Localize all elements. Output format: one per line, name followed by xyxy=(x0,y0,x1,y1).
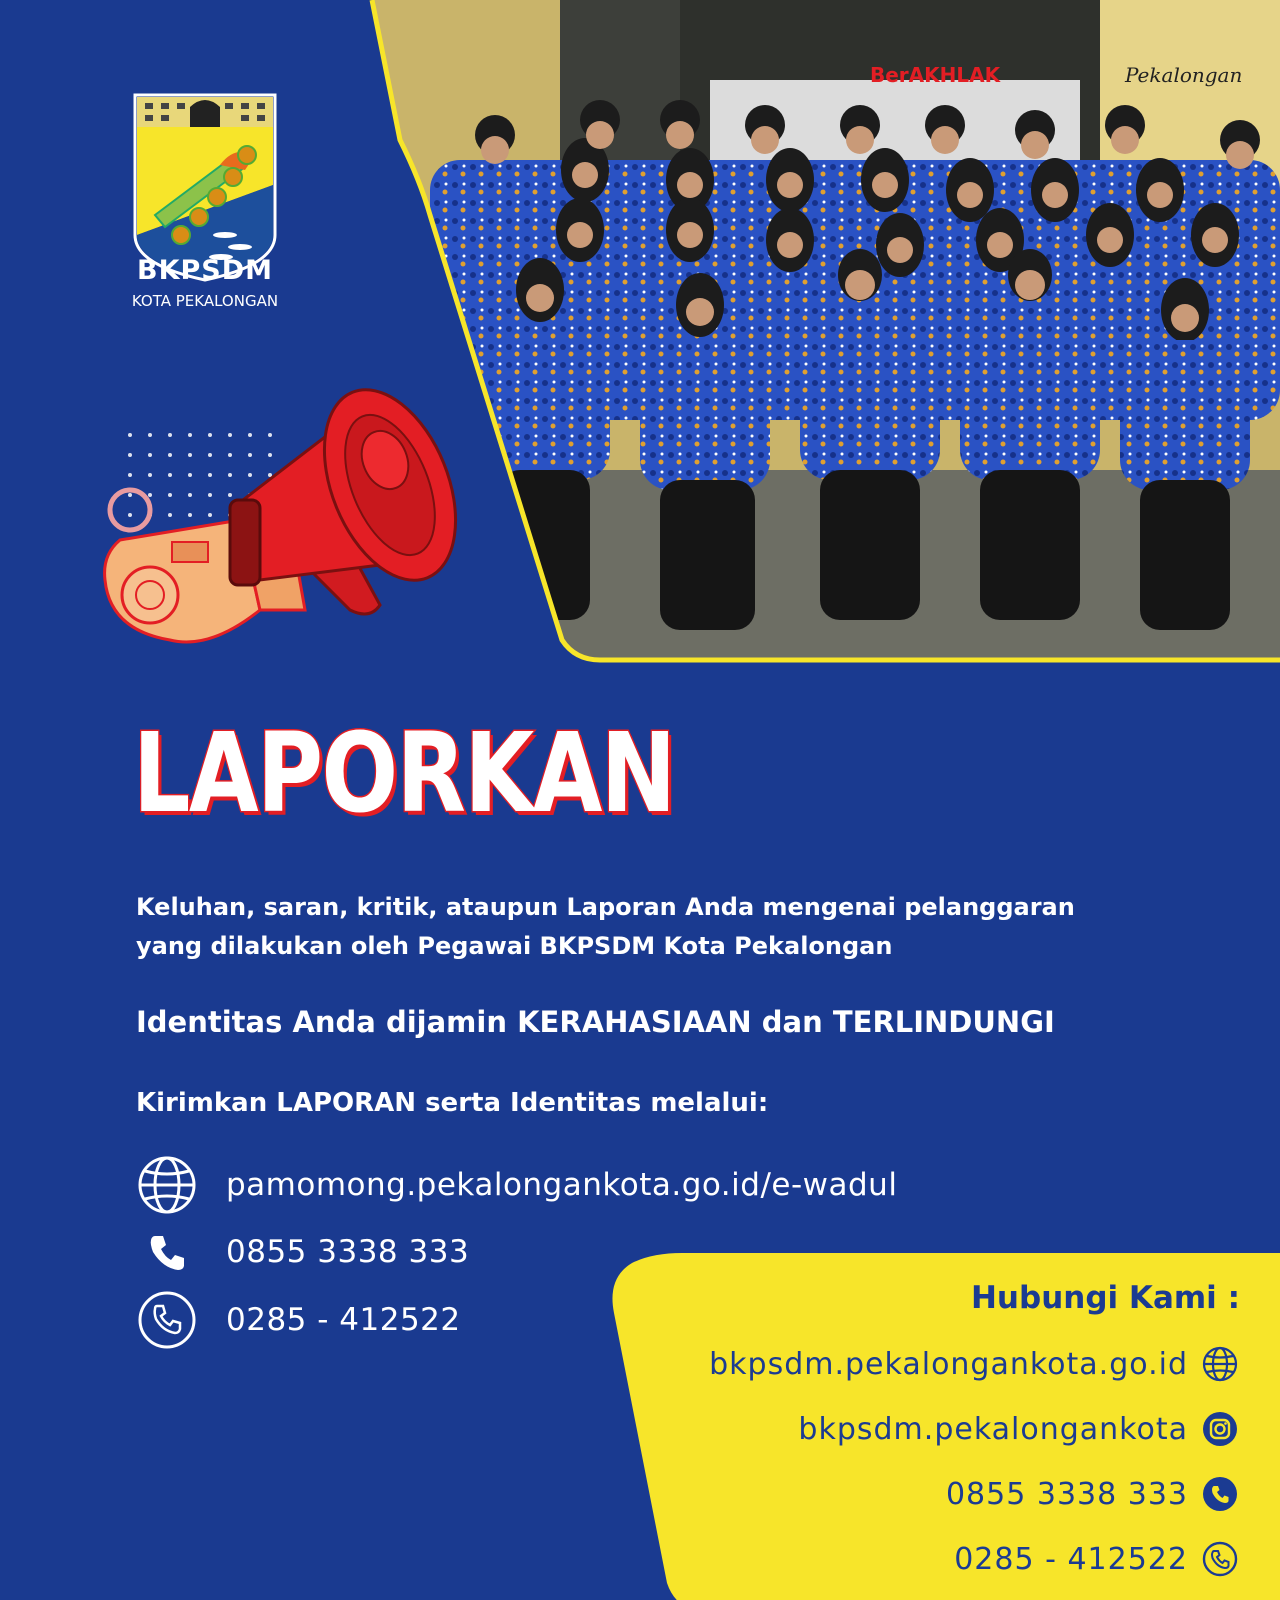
brand-berakhlak: BerAKHLAK xyxy=(870,63,1001,87)
hubungi-instagram[interactable] xyxy=(798,1407,1240,1451)
megaphone-whistle-illustration xyxy=(90,310,510,690)
org-subtitle: KOTA PEKALONGAN xyxy=(131,292,279,310)
telephone-icon xyxy=(136,1289,198,1351)
hubungi-telephone[interactable] xyxy=(954,1537,1240,1581)
contact-mobile-value[interactable]: 0855 3338 333 xyxy=(226,1234,470,1270)
contact-telephone[interactable] xyxy=(136,1290,461,1350)
contact-telephone-value[interactable]: 0285 - 412522 xyxy=(226,1302,461,1338)
description-line-1: Keluhan, saran, kritik, ataupun Laporan Anda mengenai pelanggaran xyxy=(136,893,1075,921)
assurance-text: Identitas Anda dijamin KERAHASIAAN dan TERLINDUNGI xyxy=(136,1005,1055,1039)
org-name: BKPSDM xyxy=(136,255,274,286)
hubungi-whatsapp[interactable] xyxy=(946,1472,1240,1516)
globe-icon xyxy=(1200,1344,1240,1384)
telephone-icon xyxy=(1200,1539,1240,1579)
contact-web-value[interactable]: pamomong.pekalongankota.go.id/e-wadul xyxy=(226,1167,898,1203)
mobile-phone-icon xyxy=(136,1221,198,1283)
send-label: Kirimkan LAPORAN serta Identitas melalui: xyxy=(136,1088,769,1118)
instagram-icon xyxy=(1200,1409,1240,1449)
hubungi-instagram-value[interactable]: bkpsdm.pekalongankota xyxy=(798,1411,1188,1447)
hubungi-title: Hubungi Kami : xyxy=(970,1280,1240,1316)
hubungi-telephone-value[interactable]: 0285 - 412522 xyxy=(954,1541,1188,1577)
hubungi-web[interactable] xyxy=(709,1342,1240,1386)
hubungi-whatsapp-value[interactable]: 0855 3338 333 xyxy=(945,1476,1188,1512)
contact-mobile[interactable] xyxy=(136,1222,469,1282)
description-line-2: yang dilakukan oleh Pegawai BKPSDM Kota Pekalongan xyxy=(136,932,893,960)
hubungi-web-value[interactable]: bkpsdm.pekalongankota.go.id xyxy=(709,1346,1188,1382)
globe-icon xyxy=(136,1154,198,1216)
whatsapp-icon xyxy=(1200,1474,1240,1514)
headline: LAPORKAN xyxy=(133,709,675,837)
contact-web[interactable] xyxy=(136,1155,897,1215)
brand-pekalongan: Pekalongan xyxy=(1125,63,1243,87)
